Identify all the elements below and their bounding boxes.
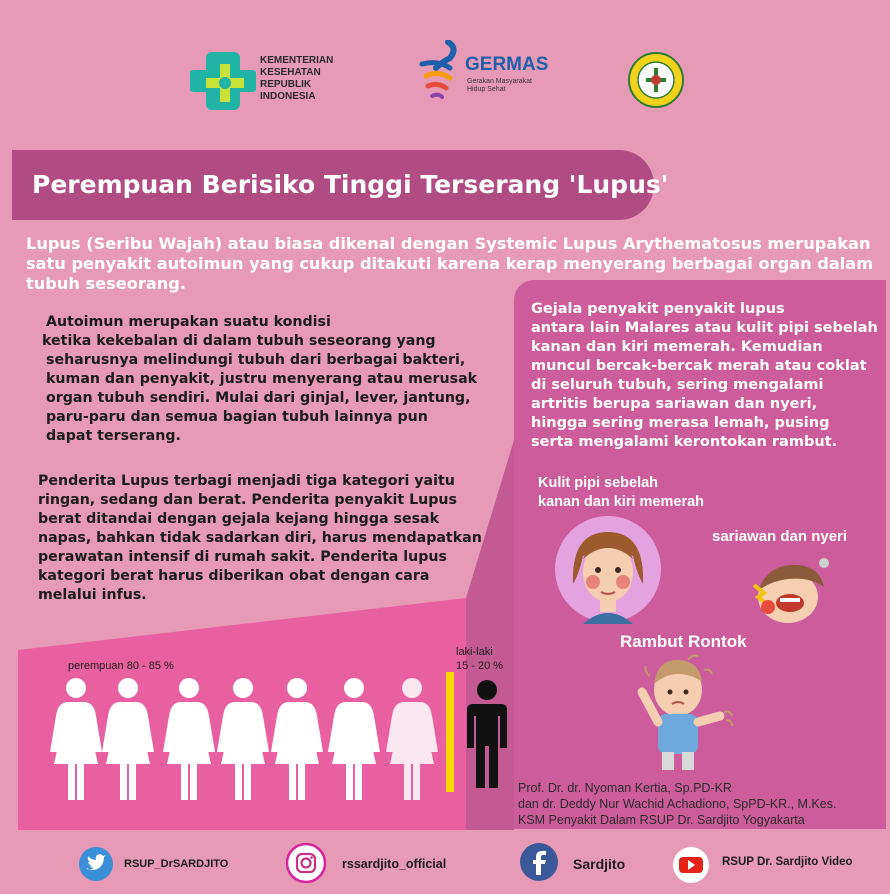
kemenkes-logo [190, 46, 360, 116]
cheek-label-line: Kulit pipi sebelah [538, 475, 659, 491]
categories-line: Penderita Lupus terbagi menjadi tiga kategori yaitu [38, 473, 455, 489]
categories-paragraph [38, 472, 498, 605]
youtube-icon [672, 846, 710, 884]
facebook-handle: Sardjito [573, 856, 626, 872]
intro-line: satu penyakit autoimun yang cukup ditakuti karena kerap menyerang berbagai organ dalam [26, 254, 874, 273]
women-stat-label: perempuan 80 - 85 % [68, 660, 174, 672]
facebook-link[interactable] [519, 842, 659, 886]
woman-figure-icon [271, 678, 323, 800]
instagram-handle: rssardjito_official [342, 857, 447, 871]
symptoms-line: artritis berupa sariawan dan nyeri, [531, 396, 818, 412]
woman-figure-icon [50, 678, 102, 800]
categories-line: berat ditandai dengan gejala kejang hingga sesak [38, 511, 440, 527]
mouth-ulcer-illustration [746, 555, 836, 625]
categories-line: ringan, sedang dan berat. Penderita penyakit Lupus [38, 492, 457, 508]
page-title: Perempuan Berisiko Tinggi Terserang 'Lupus' [32, 170, 669, 199]
autoimmune-line: kuman dan penyakit, justru menyerang atau merusak [46, 371, 478, 387]
instagram-link[interactable] [286, 843, 466, 885]
woman-figure-icon [217, 678, 269, 800]
symptoms-line: di seluruh tubuh, sering mengalami [531, 377, 824, 393]
twitter-handle: RSUP_DrSARDJITO [124, 858, 229, 870]
credits [518, 780, 888, 828]
germas-title: GERMAS [465, 54, 549, 75]
categories-line: napas, bahkan tidak sadarkan diri, harus mendapatkan [38, 530, 482, 546]
twitter-link[interactable] [78, 846, 258, 882]
highlight-bar [446, 672, 454, 792]
symptoms-line: Gejala penyakit penyakit lupus [531, 301, 785, 317]
credit-line: Prof. Dr. dr. Nyoman Kertia, Sp.PD-KR [518, 781, 732, 795]
hairloss-label: Rambut Rontok [620, 632, 747, 651]
men-stat-line: laki-laki [456, 646, 493, 658]
facebook-icon [519, 842, 559, 882]
germas-sub-line: Hidup Sehat [467, 86, 506, 93]
kemenkes-emblem-icon [190, 46, 256, 116]
kemenkes-line: KESEHATAN [260, 67, 321, 78]
ulcer-label: sariawan dan nyeri [712, 528, 848, 545]
intro-line: tubuh seseorang. [26, 274, 187, 293]
symptoms-line: kanan dan kiri memerah. Kemudian [531, 339, 823, 355]
kemenkes-line: REPUBLIK [260, 79, 312, 90]
germas-runner-icon [418, 40, 468, 104]
credit-line: dan dr. Deddy Nur Wachid Achadiono, SpPD-KR., M.Kes. [518, 797, 837, 811]
credit-line: KSM Penyakit Dalam RSUP Dr. Sardjito Yogyakarta [518, 813, 805, 827]
symptoms-paragraph [531, 300, 881, 452]
categories-line: melalui infus. [38, 587, 147, 603]
man-figure-icon [467, 680, 507, 788]
twitter-icon [78, 846, 114, 882]
symptoms-line: antara lain Malares atau kulit pipi sebelah [531, 320, 878, 336]
autoimmune-line: dapat terserang. [46, 428, 181, 444]
title-banner [12, 150, 669, 220]
autoimmune-line: Autoimun merupakan suatu kondisi [46, 314, 331, 330]
kemenkes-text [260, 55, 333, 103]
germas-sub-line: Gerakan Masyarakat [467, 78, 532, 85]
men-stat-line: 15 - 20 % [456, 660, 504, 672]
woman-figure-icon [163, 678, 215, 800]
youtube-handle: RSUP Dr. Sardjito Video [722, 856, 853, 868]
kemenkes-line: KEMENTERIAN [260, 55, 334, 66]
autoimmune-line: ketika kekebalan di dalam tubuh seseorang yang [42, 333, 436, 349]
germas-subtitle [467, 78, 532, 94]
autoimmune-paragraph [42, 313, 496, 446]
categories-line: perawatan intensif di rumah sakit. Penderita lupus [38, 549, 447, 565]
cheek-label [538, 474, 704, 512]
youtube-link[interactable] [672, 846, 882, 886]
red-cheeks-face-illustration [553, 514, 663, 624]
germas-logo [418, 40, 558, 104]
autoimmune-line: paru-paru dan semua bagian tubuh lainnya pun [46, 409, 428, 425]
woman-figure-icon [386, 678, 438, 800]
cheek-label-line: kanan dan kiri memerah [538, 494, 705, 510]
symptoms-line: muncul bercak-bercak merah atau coklat [531, 358, 867, 374]
sardjito-seal-logo [628, 52, 684, 108]
hair-loss-illustration [628, 652, 738, 772]
symptoms-line: hingga sering merasa lemah, pusing [531, 415, 830, 431]
woman-figure-icon [328, 678, 380, 800]
gender-figures [0, 672, 520, 802]
autoimmune-line: organ tubuh sendiri. Mulai dari ginjal, lever, jantung, [46, 390, 471, 406]
woman-figure-icon [102, 678, 154, 800]
men-stat-label [456, 645, 503, 673]
symptoms-line: serta mengalami kerontokan rambut. [531, 434, 838, 450]
instagram-icon [286, 843, 326, 883]
kemenkes-line: INDONESIA [260, 91, 316, 102]
hospital-seal-icon [628, 52, 684, 108]
autoimmune-line: seharusnya melindungi tubuh dari berbagai bakteri, [46, 352, 466, 368]
intro-line: Lupus (Seribu Wajah) atau biasa dikenal dengan Systemic Lupus Arythematosus merupakan [26, 234, 871, 253]
categories-line: kategori berat harus diberikan obat dengan cara [38, 568, 430, 584]
